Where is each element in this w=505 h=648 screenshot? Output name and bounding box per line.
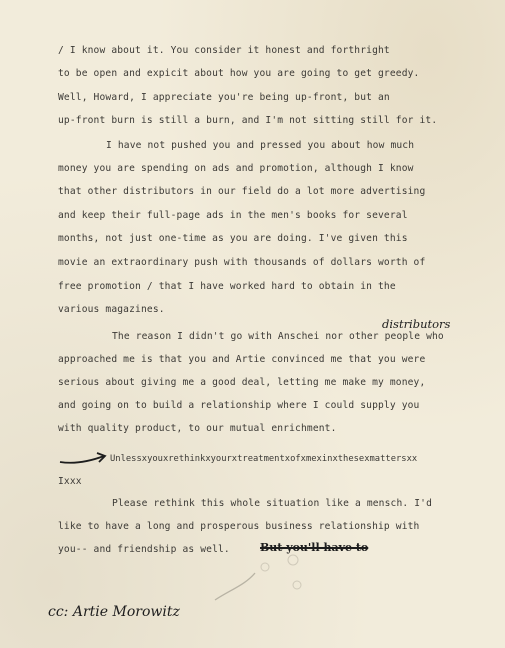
struck-text-line: Unlessxyouxrethinkxyourxtreatmentxofxmexinxthesexmattersxx: [110, 454, 418, 464]
text-line: Well, Howard, I appreciate you're being up-front, but an: [58, 92, 390, 103]
text-line: and going on to build a relationship where I could supply you: [58, 400, 420, 411]
text-line: approached me is that you and Artie convinced me that you were: [58, 354, 426, 365]
text-line: and keep their full-page ads in the men's books for several: [58, 210, 408, 221]
handwritten-strikeout: But you'll have to: [260, 541, 369, 554]
text-line: free promotion / that I have worked hard to obtain in the: [58, 281, 396, 292]
text-line: months, not just one-time as you are doing. I've given this: [58, 233, 408, 244]
text-line: I have not pushed you and pressed you about how much: [106, 140, 415, 151]
text-line: The reason I didn't go with Anschei nor other people who: [112, 331, 444, 342]
text-line: various magazines.: [58, 304, 165, 315]
text-line: Please rethink this whole situation like a mensch. I'd: [112, 498, 432, 509]
text-line: money you are spending on ads and promotion, although I know: [58, 163, 414, 174]
cc-signature: cc: Artie Morowitz: [48, 604, 180, 620]
text-line: / I know about it. You consider it honest and forthright: [58, 45, 390, 56]
text-line: that other distributors in our field do a lot more advertising: [58, 186, 426, 197]
struck-text-line: Ixxx: [58, 476, 82, 487]
faint-stamp-mark: [205, 545, 315, 615]
text-line: movie an extraordinary push with thousands of dollars worth of: [58, 257, 426, 268]
text-line: to be open and expicit about how you are going to get greedy.: [58, 68, 420, 79]
text-line: serious about giving me a good deal, letting me make my money,: [58, 377, 426, 388]
text-line: like to have a long and prosperous business relationship with: [58, 521, 420, 532]
handwritten-insertion: distributors: [382, 317, 451, 331]
text-line: you-- and friendship as well.: [58, 544, 230, 555]
arrow-icon: [58, 448, 113, 474]
text-line: with quality product, to our mutual enrichment.: [58, 423, 337, 434]
text-line: up-front burn is still a burn, and I'm not sitting still for it.: [58, 115, 438, 126]
